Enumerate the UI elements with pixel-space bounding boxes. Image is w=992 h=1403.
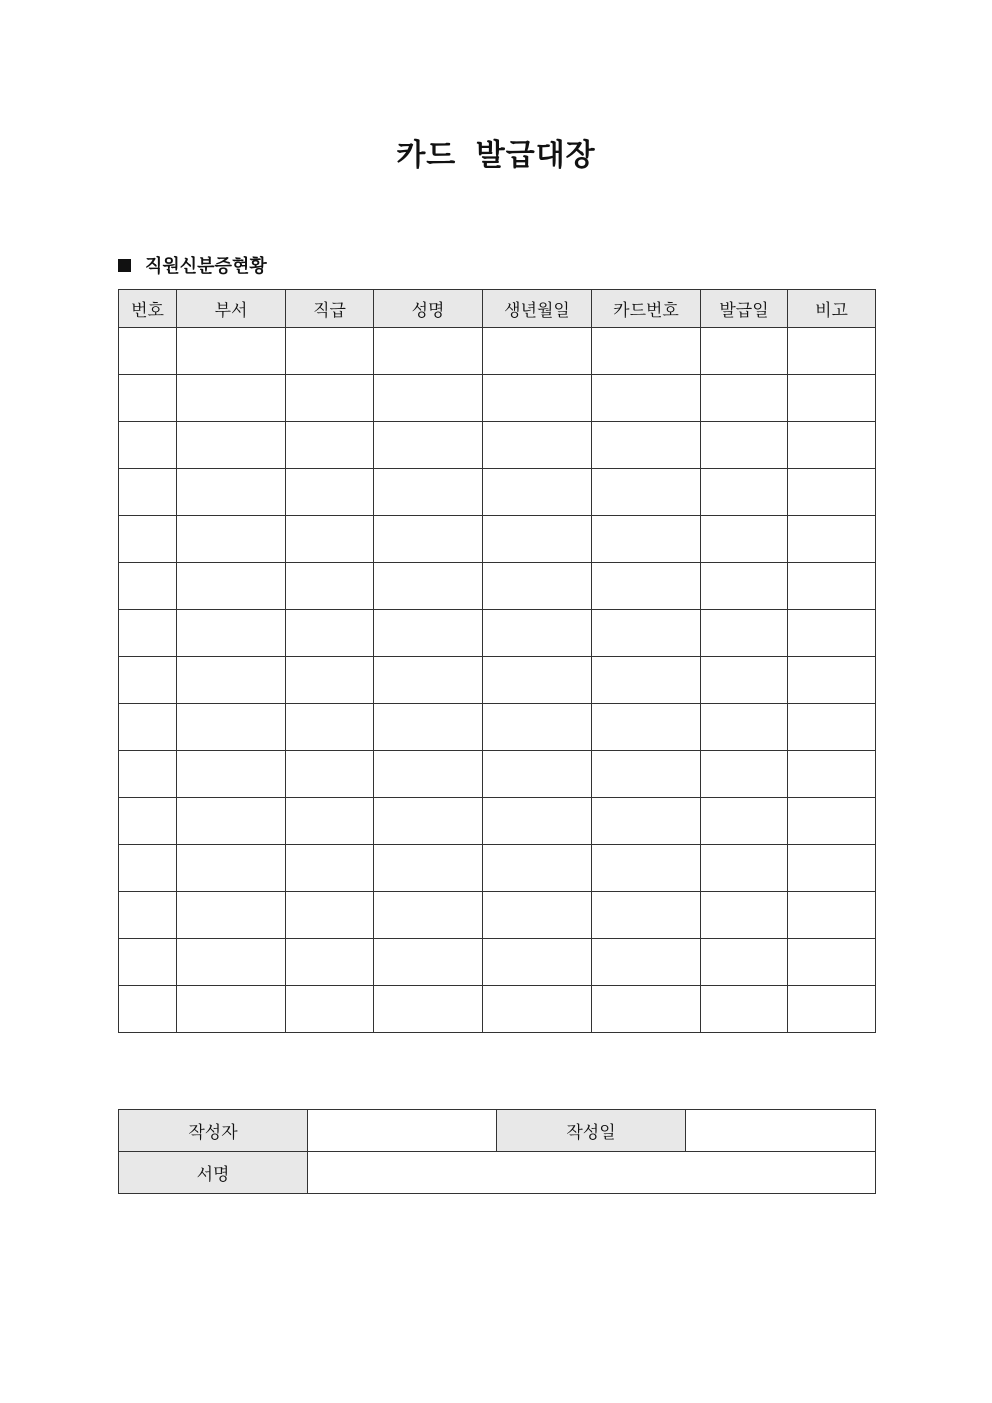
table-cell[interactable] [286,563,374,610]
table-cell[interactable] [374,610,483,657]
table-cell[interactable] [788,563,876,610]
table-cell[interactable] [286,469,374,516]
table-cell[interactable] [788,798,876,845]
table-cell[interactable] [119,469,177,516]
table-cell[interactable] [701,892,788,939]
table-cell[interactable] [701,798,788,845]
table-cell[interactable] [592,939,701,986]
table-cell[interactable] [286,986,374,1033]
table-cell[interactable] [177,704,286,751]
column-header-remarks: 비고 [788,290,876,328]
table-cell[interactable] [119,516,177,563]
table-header-row [119,290,876,328]
table-cell[interactable] [177,657,286,704]
date-label: 작성일 [497,1110,686,1152]
table-cell[interactable] [592,563,701,610]
table-cell[interactable] [592,798,701,845]
table-cell[interactable] [788,469,876,516]
table-row [119,798,876,845]
table-cell[interactable] [483,845,592,892]
employee-id-table [118,289,876,1033]
table-cell[interactable] [701,328,788,375]
column-header-card-number: 카드번호 [592,290,701,328]
table-cell[interactable] [483,610,592,657]
table-cell[interactable] [483,751,592,798]
table-cell[interactable] [374,422,483,469]
signature-table [118,1109,876,1194]
table-cell[interactable] [374,798,483,845]
table-cell[interactable] [592,845,701,892]
column-header-issue-date: 발급일 [701,290,788,328]
table-row [119,610,876,657]
table-cell[interactable] [592,657,701,704]
table-cell[interactable] [701,751,788,798]
table-cell[interactable] [374,751,483,798]
table-cell[interactable] [119,892,177,939]
table-cell[interactable] [483,892,592,939]
table-cell[interactable] [119,563,177,610]
table-cell[interactable] [483,657,592,704]
table-cell[interactable] [177,751,286,798]
author-field[interactable] [308,1110,497,1152]
table-cell[interactable] [483,469,592,516]
table-cell[interactable] [119,798,177,845]
table-row [119,939,876,986]
table-cell[interactable] [592,986,701,1033]
table-cell[interactable] [286,375,374,422]
table-cell[interactable] [286,704,374,751]
table-cell[interactable] [286,751,374,798]
table-cell[interactable] [119,610,177,657]
table-cell[interactable] [374,892,483,939]
table-cell[interactable] [483,328,592,375]
table-cell[interactable] [483,986,592,1033]
table-cell[interactable] [788,422,876,469]
table-cell[interactable] [592,422,701,469]
table-cell[interactable] [119,657,177,704]
column-header-name: 성명 [374,290,483,328]
table-body [119,328,876,1033]
table-cell[interactable] [374,845,483,892]
table-cell[interactable] [119,986,177,1033]
table-cell[interactable] [374,469,483,516]
table-cell[interactable] [483,563,592,610]
author-row [119,1110,876,1152]
table-row [119,751,876,798]
table-cell[interactable] [701,563,788,610]
table-cell[interactable] [592,375,701,422]
table-cell[interactable] [177,375,286,422]
table-cell[interactable] [286,892,374,939]
table-cell[interactable] [788,657,876,704]
table-cell[interactable] [177,939,286,986]
table-cell[interactable] [701,469,788,516]
table-cell[interactable] [374,704,483,751]
table-cell[interactable] [119,939,177,986]
table-cell[interactable] [177,563,286,610]
table-cell[interactable] [374,563,483,610]
table-cell[interactable] [286,610,374,657]
table-cell[interactable] [701,375,788,422]
table-row [119,986,876,1033]
signature-row [119,1152,876,1194]
table-cell[interactable] [286,328,374,375]
table-cell[interactable] [592,751,701,798]
table-cell[interactable] [701,845,788,892]
table-cell[interactable] [701,610,788,657]
table-cell[interactable] [592,892,701,939]
table-cell[interactable] [592,610,701,657]
table-cell[interactable] [483,939,592,986]
table-cell[interactable] [286,422,374,469]
table-cell[interactable] [286,657,374,704]
table-cell[interactable] [119,422,177,469]
column-header-rank: 직급 [286,290,374,328]
table-cell[interactable] [701,704,788,751]
table-cell[interactable] [592,704,701,751]
table-cell[interactable] [788,704,876,751]
table-row [119,516,876,563]
table-row [119,892,876,939]
table-cell[interactable] [177,986,286,1033]
signature-field[interactable] [308,1152,876,1194]
table-cell[interactable] [788,892,876,939]
table-cell[interactable] [374,328,483,375]
table-cell[interactable] [119,751,177,798]
author-label: 작성자 [119,1110,308,1152]
table-cell[interactable] [177,798,286,845]
table-row [119,845,876,892]
table-cell[interactable] [483,704,592,751]
table-cell[interactable] [374,986,483,1033]
column-header-number: 번호 [119,290,177,328]
table-cell[interactable] [701,422,788,469]
section-heading [118,251,267,279]
table-cell[interactable] [374,375,483,422]
table-cell[interactable] [119,375,177,422]
table-cell[interactable] [788,516,876,563]
table-row [119,328,876,375]
table-row [119,563,876,610]
table-cell[interactable] [177,845,286,892]
table-cell[interactable] [701,986,788,1033]
table-row [119,704,876,751]
column-header-department: 부서 [177,290,286,328]
date-field[interactable] [686,1110,876,1152]
table-cell[interactable] [483,375,592,422]
table-cell[interactable] [286,845,374,892]
table-cell[interactable] [788,986,876,1033]
table-cell[interactable] [788,328,876,375]
table-cell[interactable] [177,516,286,563]
table-cell[interactable] [374,516,483,563]
table-row [119,469,876,516]
table-cell[interactable] [788,375,876,422]
table-row [119,422,876,469]
table-cell[interactable] [177,892,286,939]
section-heading-label: 직원신분증현황 [145,256,267,277]
table-cell[interactable] [483,516,592,563]
table-cell[interactable] [119,704,177,751]
table-cell[interactable] [286,798,374,845]
table-cell[interactable] [701,657,788,704]
table-row [119,375,876,422]
page-title: 카드 발급대장 [396,138,596,173]
column-header-birthdate: 생년월일 [483,290,592,328]
filled-square-icon [118,259,131,272]
table-cell[interactable] [788,610,876,657]
table-cell[interactable] [592,469,701,516]
table-row [119,657,876,704]
table-cell[interactable] [119,328,177,375]
signature-label: 서명 [119,1152,308,1194]
table-cell[interactable] [119,845,177,892]
table-cell[interactable] [177,610,286,657]
table-cell[interactable] [483,422,592,469]
table-cell[interactable] [788,939,876,986]
table-cell[interactable] [592,328,701,375]
table-cell[interactable] [483,798,592,845]
table-cell[interactable] [701,516,788,563]
table-cell[interactable] [286,939,374,986]
table-cell[interactable] [177,422,286,469]
table-cell[interactable] [788,845,876,892]
table-cell[interactable] [286,516,374,563]
table-cell[interactable] [374,657,483,704]
table-cell[interactable] [374,939,483,986]
table-cell[interactable] [788,751,876,798]
table-cell[interactable] [592,516,701,563]
table-cell[interactable] [177,328,286,375]
table-cell[interactable] [177,469,286,516]
table-cell[interactable] [701,939,788,986]
